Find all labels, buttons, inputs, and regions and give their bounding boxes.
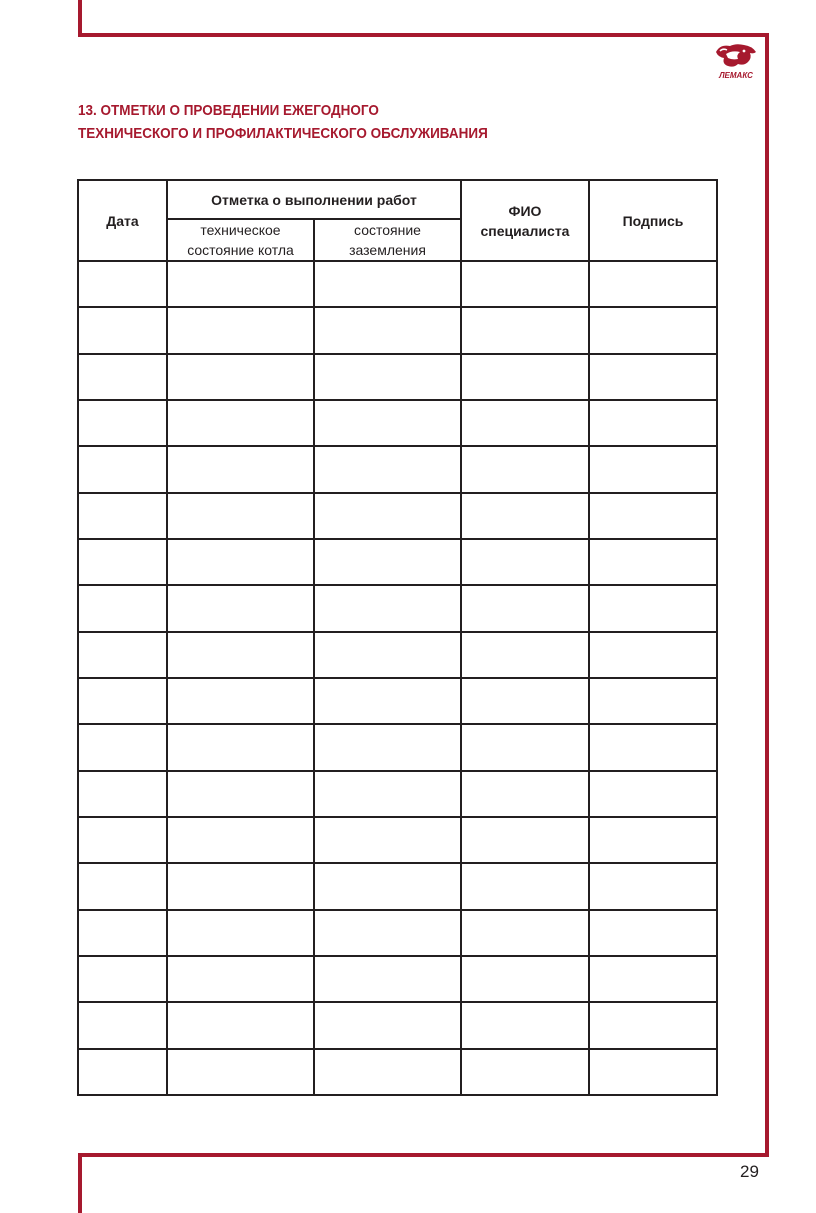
table-row (78, 1002, 717, 1048)
log-body (78, 261, 717, 1095)
cell-specialist[interactable] (461, 724, 589, 770)
cell-specialist[interactable] (461, 539, 589, 585)
table-row (78, 632, 717, 678)
cell-date[interactable] (78, 632, 167, 678)
header-specialist-line-1: ФИО (508, 202, 542, 219)
header-signature: Подпись (589, 180, 717, 261)
frame-line-bottom-vertical (78, 1153, 82, 1213)
cell-date[interactable] (78, 678, 167, 724)
frame-line-top-vertical (78, 0, 82, 37)
cell-technical-state[interactable] (167, 863, 314, 909)
table-row (78, 1049, 717, 1095)
header-technical-line-2: состояние котла (187, 242, 294, 258)
section-title (78, 99, 654, 145)
cell-date[interactable] (78, 863, 167, 909)
cell-signature[interactable] (589, 585, 717, 631)
cell-signature[interactable] (589, 1049, 717, 1095)
cell-specialist[interactable] (461, 493, 589, 539)
table-row (78, 585, 717, 631)
cell-date[interactable] (78, 307, 167, 353)
section-title-line-1: 13. ОТМЕТКИ О ПРОВЕДЕНИИ ЕЖЕГОДНОГО (78, 102, 379, 119)
frame-line-right (765, 33, 769, 1157)
cell-date[interactable] (78, 493, 167, 539)
cell-grounding-state[interactable] (314, 400, 461, 446)
cell-date[interactable] (78, 817, 167, 863)
cell-specialist[interactable] (461, 956, 589, 1002)
table-row (78, 678, 717, 724)
cell-signature[interactable] (589, 771, 717, 817)
cell-signature[interactable] (589, 261, 717, 307)
cell-technical-state[interactable] (167, 585, 314, 631)
cell-signature[interactable] (589, 539, 717, 585)
cell-specialist[interactable] (461, 354, 589, 400)
header-date: Дата (78, 180, 167, 261)
cell-specialist[interactable] (461, 307, 589, 353)
cell-grounding-state[interactable] (314, 724, 461, 770)
table-row (78, 493, 717, 539)
cell-grounding-state[interactable] (314, 1002, 461, 1048)
table-row (78, 771, 717, 817)
cell-grounding-state[interactable] (314, 354, 461, 400)
cell-signature[interactable] (589, 817, 717, 863)
cell-technical-state[interactable] (167, 1049, 314, 1095)
cell-grounding-state[interactable] (314, 261, 461, 307)
frame-line-top (78, 33, 769, 37)
cell-grounding-state[interactable] (314, 539, 461, 585)
cell-date[interactable] (78, 446, 167, 492)
cell-grounding-state[interactable] (314, 771, 461, 817)
cell-date[interactable] (78, 910, 167, 956)
cell-technical-state[interactable] (167, 817, 314, 863)
table-row (78, 539, 717, 585)
cell-date[interactable] (78, 956, 167, 1002)
cell-date[interactable] (78, 1049, 167, 1095)
cell-date[interactable] (78, 1002, 167, 1048)
cell-grounding-state[interactable] (314, 956, 461, 1002)
cell-grounding-state[interactable] (314, 1049, 461, 1095)
cell-specialist[interactable] (461, 446, 589, 492)
cell-grounding-state[interactable] (314, 446, 461, 492)
cell-specialist[interactable] (461, 632, 589, 678)
header-grounding-line-2: заземления (349, 242, 426, 258)
maintenance-log-table (77, 179, 718, 1096)
cell-signature[interactable] (589, 354, 717, 400)
table-row (78, 261, 717, 307)
cell-signature[interactable] (589, 956, 717, 1002)
table-row (78, 724, 717, 770)
cell-specialist[interactable] (461, 771, 589, 817)
cell-signature[interactable] (589, 446, 717, 492)
cell-date[interactable] (78, 400, 167, 446)
cell-specialist[interactable] (461, 863, 589, 909)
cell-signature[interactable] (589, 1002, 717, 1048)
cell-signature[interactable] (589, 307, 717, 353)
cell-technical-state[interactable] (167, 493, 314, 539)
cell-signature[interactable] (589, 678, 717, 724)
header-work-mark: Отметка о выполнении работ (167, 180, 461, 219)
cell-grounding-state[interactable] (314, 585, 461, 631)
cell-technical-state[interactable] (167, 678, 314, 724)
header-technical-state (167, 219, 314, 261)
cell-specialist[interactable] (461, 400, 589, 446)
cell-specialist[interactable] (461, 1049, 589, 1095)
cell-technical-state[interactable] (167, 1002, 314, 1048)
table-row (78, 817, 717, 863)
section-title-line-2: ТЕХНИЧЕСКОГО И ПРОФИЛАКТИЧЕСКОГО ОБСЛУЖИВАНИЯ (78, 125, 488, 142)
cell-technical-state[interactable] (167, 910, 314, 956)
cell-signature[interactable] (589, 724, 717, 770)
cell-grounding-state[interactable] (314, 910, 461, 956)
table-row (78, 354, 717, 400)
cell-technical-state[interactable] (167, 446, 314, 492)
cell-date[interactable] (78, 261, 167, 307)
header-specialist-line-2: специалиста (480, 222, 570, 239)
lemax-logo (714, 42, 758, 82)
table-row (78, 863, 717, 909)
cell-specialist[interactable] (461, 678, 589, 724)
cell-signature[interactable] (589, 493, 717, 539)
header-grounding-state (314, 219, 461, 261)
cell-specialist[interactable] (461, 585, 589, 631)
table-row (78, 307, 717, 353)
cell-signature[interactable] (589, 632, 717, 678)
bull-icon (714, 42, 758, 72)
cell-date[interactable] (78, 585, 167, 631)
cell-grounding-state[interactable] (314, 863, 461, 909)
cell-date[interactable] (78, 724, 167, 770)
cell-specialist[interactable] (461, 1002, 589, 1048)
table-row (78, 956, 717, 1002)
cell-signature[interactable] (589, 863, 717, 909)
cell-technical-state[interactable] (167, 261, 314, 307)
header-specialist (461, 180, 589, 261)
cell-signature[interactable] (589, 400, 717, 446)
cell-technical-state[interactable] (167, 354, 314, 400)
frame-line-bottom (78, 1153, 769, 1157)
table-row (78, 910, 717, 956)
logo-text: ЛЕМАКС (719, 71, 753, 80)
cell-technical-state[interactable] (167, 539, 314, 585)
cell-technical-state[interactable] (167, 307, 314, 353)
page-number: 29 (740, 1162, 759, 1181)
cell-technical-state[interactable] (167, 400, 314, 446)
cell-date[interactable] (78, 771, 167, 817)
cell-grounding-state[interactable] (314, 493, 461, 539)
cell-signature[interactable] (589, 910, 717, 956)
cell-date[interactable] (78, 539, 167, 585)
cell-grounding-state[interactable] (314, 307, 461, 353)
table-row (78, 446, 717, 492)
cell-technical-state[interactable] (167, 956, 314, 1002)
cell-specialist[interactable] (461, 261, 589, 307)
cell-date[interactable] (78, 354, 167, 400)
cell-specialist[interactable] (461, 817, 589, 863)
cell-technical-state[interactable] (167, 724, 314, 770)
cell-grounding-state[interactable] (314, 678, 461, 724)
cell-grounding-state[interactable] (314, 632, 461, 678)
cell-technical-state[interactable] (167, 632, 314, 678)
table-row (78, 400, 717, 446)
cell-technical-state[interactable] (167, 771, 314, 817)
header-technical-line-1: техническое (200, 222, 281, 238)
cell-grounding-state[interactable] (314, 817, 461, 863)
cell-specialist[interactable] (461, 910, 589, 956)
header-grounding-line-1: состояние (354, 222, 421, 238)
